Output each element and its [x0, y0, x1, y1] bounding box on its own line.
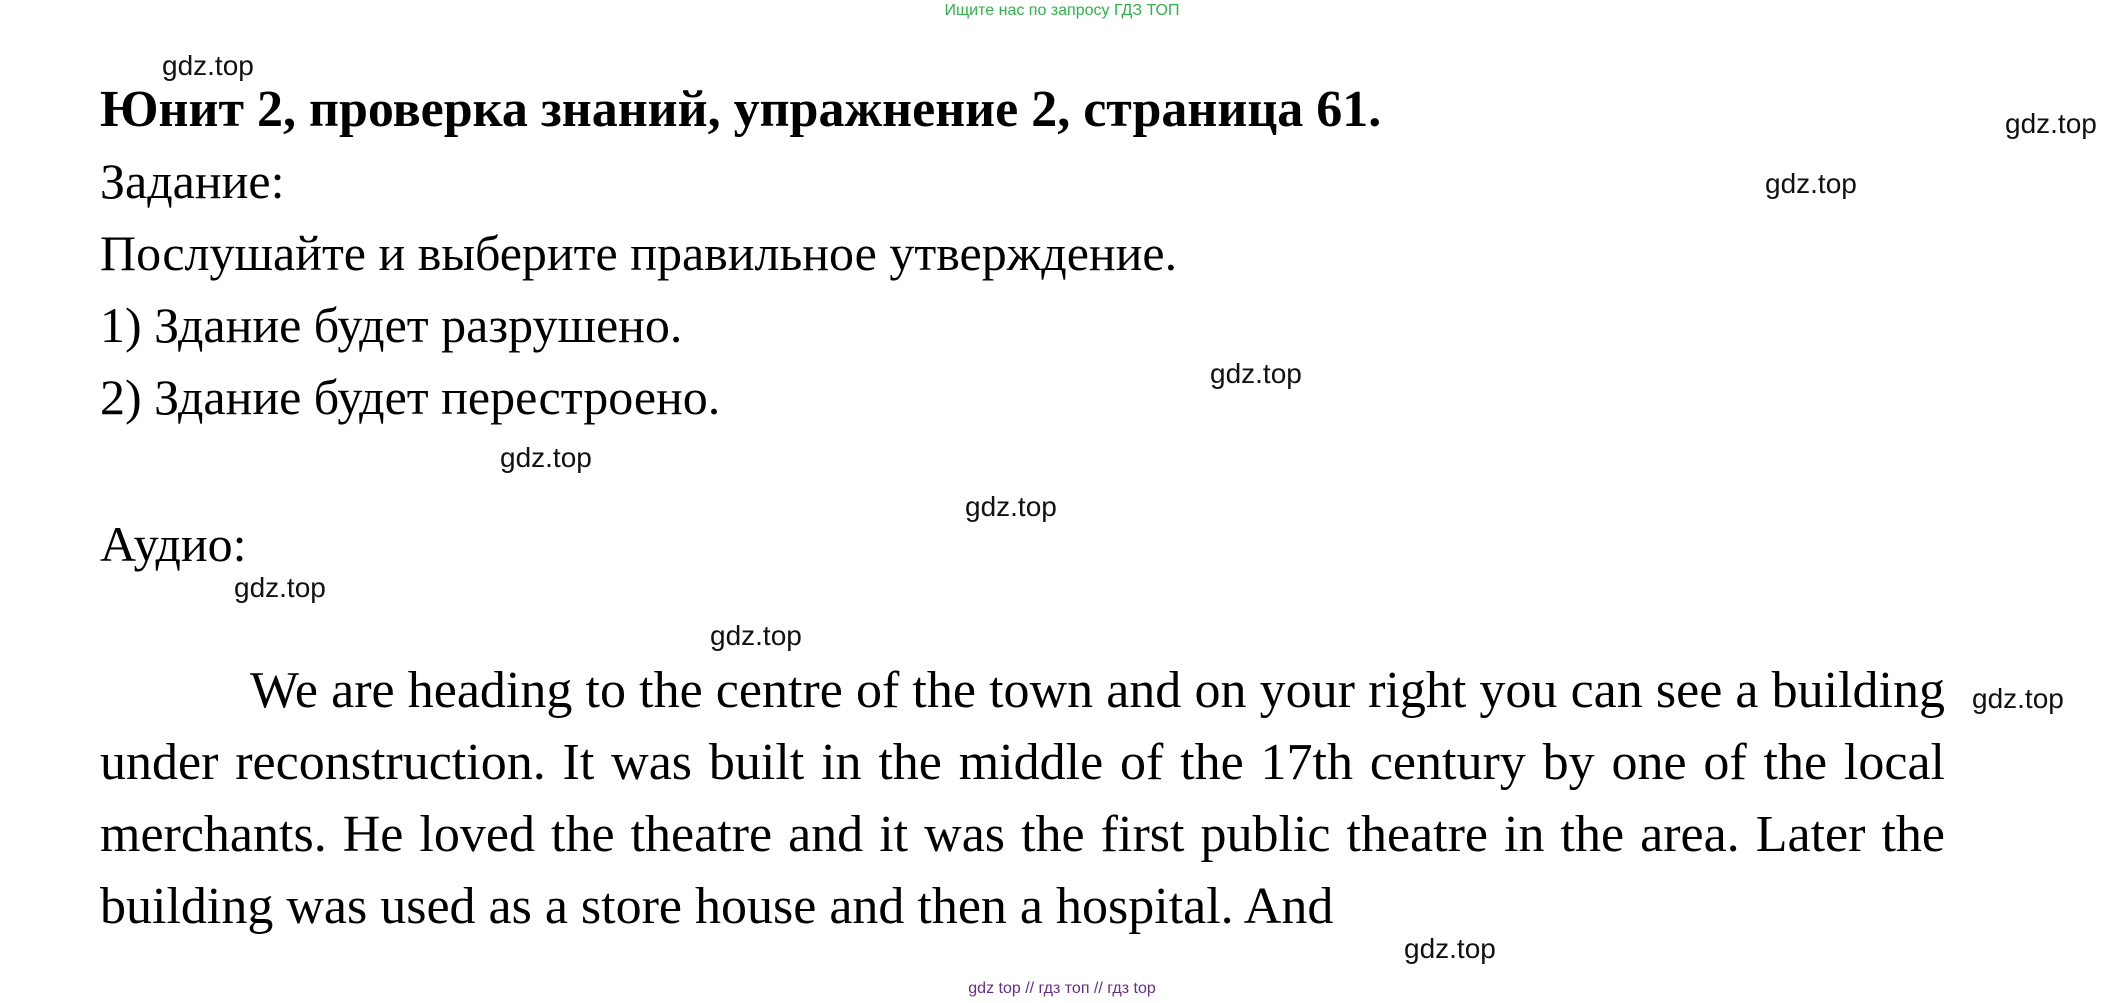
option-1: 1) Здание будет разрушено. — [100, 297, 683, 353]
watermark: gdz.top — [1765, 168, 1857, 199]
footer-banner: gdz top // гдз топ // гдз top — [968, 980, 1156, 997]
task-label: Задание: — [100, 153, 285, 209]
watermark: gdz.top — [965, 491, 1057, 522]
audio-label: Аудио: — [100, 516, 247, 572]
watermark: gdz.top — [234, 572, 326, 603]
watermark: gdz.top — [710, 620, 802, 651]
page-title: Юнит 2, проверка знаний, упражнение 2, страница 61. — [100, 81, 1382, 138]
watermark: gdz.top — [162, 50, 254, 81]
watermark: gdz.top — [2005, 108, 2097, 139]
option-2: 2) Здание будет перестроено. — [100, 369, 721, 425]
audio-transcript: We are heading to the centre of the town and on your right you can see a building under reconstruction. It was built in the middle of the 17th century by one of the local merchants. He loved the theatre and it was the first public theatre in the area. Later the building was used as a store house and then a hospital. And — [100, 662, 1945, 935]
watermark: gdz.top — [1972, 683, 2064, 714]
watermark: gdz.top — [500, 442, 592, 473]
search-hint-banner: Ищите нас по запросу ГДЗ ТОП — [944, 2, 1180, 19]
task-instruction: Послушайте и выберите правильное утверждение. — [100, 225, 1178, 281]
watermark: gdz.top — [1210, 358, 1302, 389]
watermark: gdz.top — [1404, 933, 1496, 964]
